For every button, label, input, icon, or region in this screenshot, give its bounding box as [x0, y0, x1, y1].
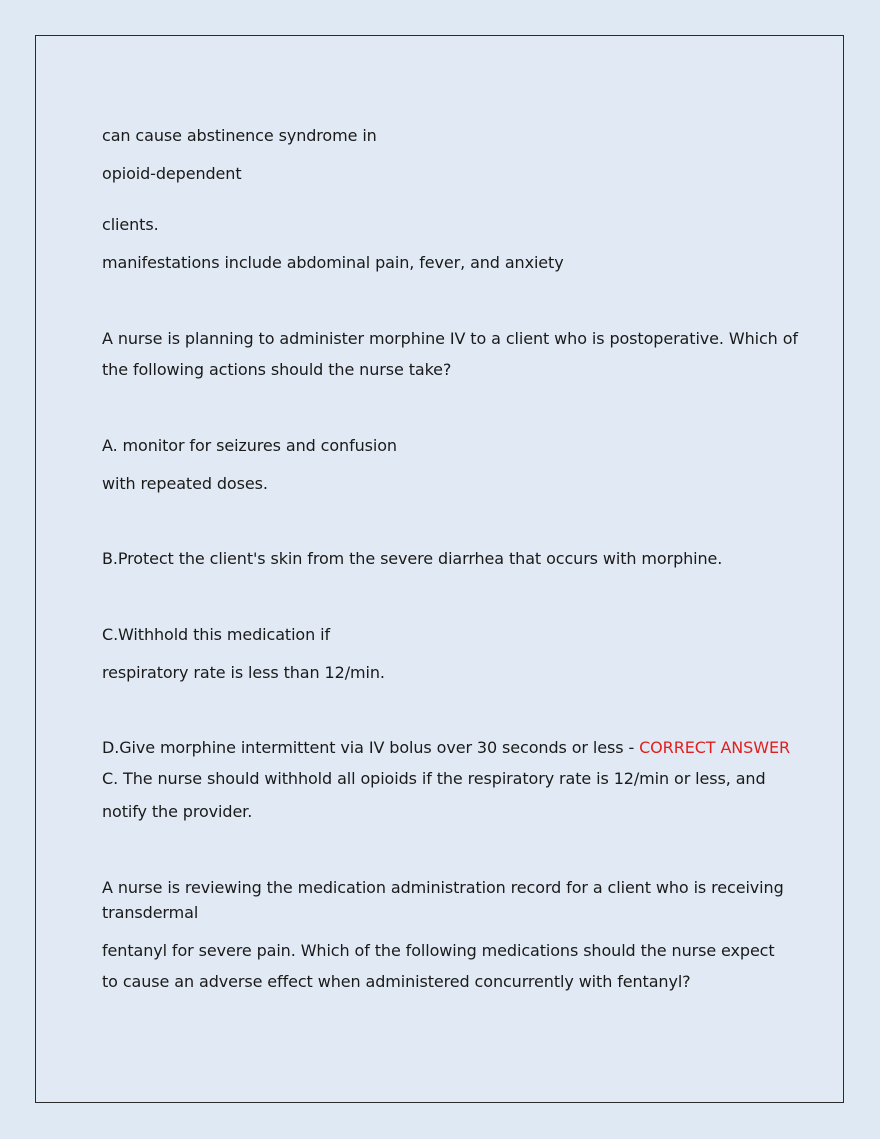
question-text: the following actions should the nurse take? [102, 360, 452, 379]
question-text: transdermal [102, 903, 199, 922]
question-text: fentanyl for severe pain. Which of the following medications should the nurse expect [102, 941, 775, 960]
text-line: can cause abstinence syndrome in [102, 126, 377, 145]
correct-answer-label: CORRECT ANSWER [639, 738, 790, 757]
option-c: C.Withhold this medication if [102, 625, 331, 644]
option-d-text: D.Give morphine intermittent via IV bolus over 30 seconds or less - [102, 738, 640, 757]
option-d [102, 738, 790, 758]
text-line: opioid-dependent [102, 164, 242, 183]
text-line: clients. [102, 215, 159, 234]
question-text: to cause an adverse effect when administered concurrently with fentanyl? [102, 972, 691, 991]
rationale-text: notify the provider. [102, 802, 253, 821]
option-a-continued: with repeated doses. [102, 474, 268, 493]
question-text: A nurse is planning to administer morphine IV to a client who is postoperative. Which of [102, 329, 798, 348]
text-line: manifestations include abdominal pain, fever, and anxiety [102, 253, 564, 272]
option-a: A. monitor for seizures and confusion [102, 436, 397, 455]
option-b: B.Protect the client's skin from the severe diarrhea that occurs with morphine. [102, 549, 723, 568]
rationale-text: C. The nurse should withhold all opioids if the respiratory rate is 12/min or less, and [102, 769, 766, 788]
question-text: A nurse is reviewing the medication administration record for a client who is receiving [102, 878, 784, 897]
option-c-continued: respiratory rate is less than 12/min. [102, 663, 385, 682]
